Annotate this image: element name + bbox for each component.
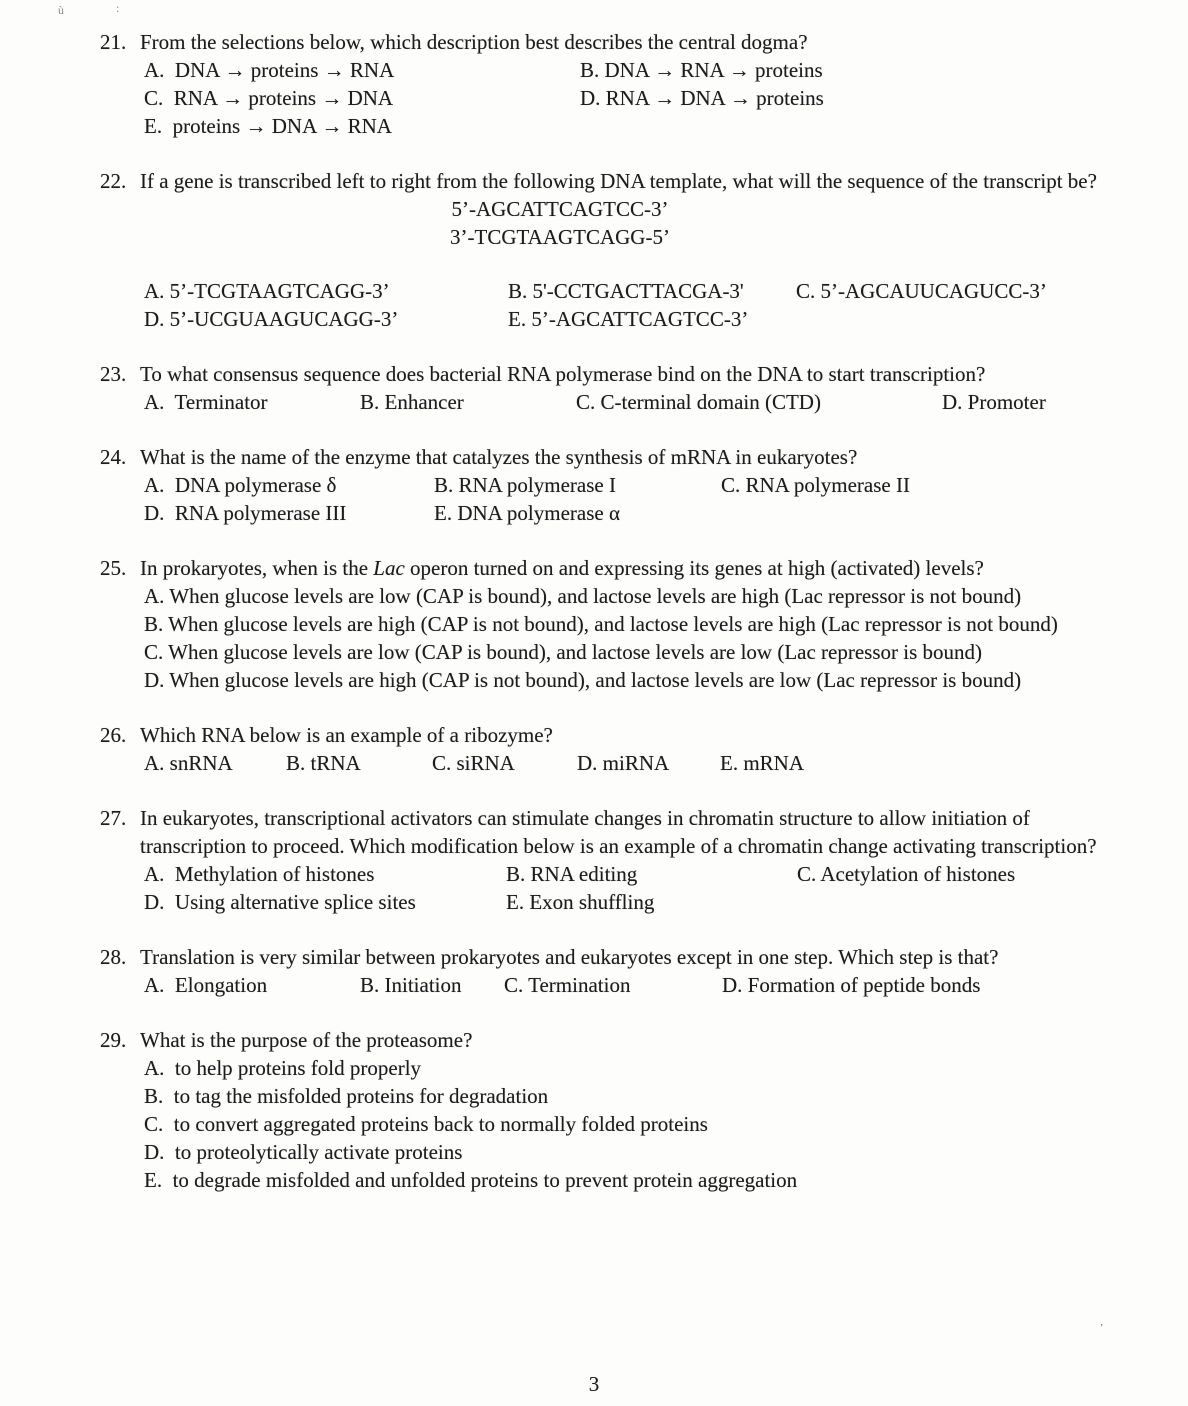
option: A. When glucose levels are low (CAP is bound), and lactose levels are high (Lac repressor is not bound) — [144, 584, 1022, 608]
option: D. to proteolytically activate proteins — [144, 1140, 463, 1164]
dna-sequence-line: 5’-AGCATTCAGTCC-3’ — [451, 197, 669, 221]
option: A. Methylation of histones — [144, 862, 375, 886]
question-text: In eukaryotes, transcriptional activators can stimulate changes in chromatin structure to allow initiation of transcription to proceed. Which modification below is an example of a chromatin change activating transcription? — [140, 806, 1097, 858]
question-text: From the selections below, which description best describes the central dogma? — [140, 30, 808, 54]
question-27 — [100, 804, 1133, 916]
question-text-part: operon turned on and expressing its genes at high (activated) levels? — [404, 556, 984, 580]
option: D. When glucose levels are high (CAP is not bound), and lactose levels are low (Lac repressor is bound) — [144, 668, 1022, 692]
option: A. Terminator — [144, 390, 268, 414]
question-number: 29. — [100, 1028, 127, 1052]
question-26 — [100, 721, 1133, 777]
option: D. Using alternative splice sites — [144, 890, 416, 914]
question-number: 27. — [100, 806, 127, 830]
dna-sequence-line: 3’-TCGTAAGTCAGG-5’ — [450, 225, 670, 249]
scan-speck: : — [116, 1, 120, 15]
question-number: 28. — [100, 945, 127, 969]
option: B. RNA editing — [506, 862, 638, 886]
page-number: 3 — [588, 1372, 600, 1396]
scan-speck: ’ — [1100, 1323, 1104, 1334]
question-number: 22. — [100, 169, 127, 193]
option: C. RNA → proteins → DNA — [144, 86, 394, 110]
option: C. RNA polymerase II — [721, 473, 910, 497]
option: C. Termination — [504, 973, 631, 997]
question-21 — [100, 28, 1133, 140]
option: A. snRNA — [144, 751, 233, 775]
question-text: What is the name of the enzyme that catalyzes the synthesis of mRNA in eukaryotes? — [140, 445, 858, 469]
option: B. When glucose levels are high (CAP is not bound), and lactose levels are high (Lac repressor is not bound) — [144, 612, 1058, 636]
question-22 — [100, 167, 1133, 333]
option: C. Acetylation of histones — [797, 862, 1016, 886]
option: C. C-terminal domain (CTD) — [576, 390, 821, 414]
option: D. 5’-UCGUAAGUCAGG-3’ — [144, 307, 399, 331]
option: A. Elongation — [144, 973, 268, 997]
option: B. to tag the misfolded proteins for degradation — [144, 1084, 549, 1108]
question-number: 26. — [100, 723, 127, 747]
option: B. 5'-CCTGACTTACGA-3' — [508, 279, 744, 303]
question-text: Which RNA below is an example of a ribozyme? — [140, 723, 553, 747]
option: D. RNA → DNA → proteins — [580, 86, 824, 110]
dna-template — [140, 195, 980, 251]
question-23 — [100, 360, 1133, 416]
question-24 — [100, 443, 1133, 527]
question-text-italic: Lac — [373, 556, 405, 580]
question-number: 24. — [100, 445, 127, 469]
option: D. miRNA — [577, 751, 670, 775]
option: B. tRNA — [286, 751, 361, 775]
question-text: To what consensus sequence does bacterial RNA polymerase bind on the DNA to start transcription? — [140, 362, 986, 386]
option: C. 5’-AGCAUUCAGUCC-3’ — [796, 279, 1047, 303]
option: E. Exon shuffling — [506, 890, 655, 914]
question-28 — [100, 943, 1133, 999]
option: D. Promoter — [942, 390, 1046, 414]
question-text: What is the purpose of the proteasome? — [140, 1028, 473, 1052]
option: A. DNA polymerase δ — [144, 473, 337, 497]
option: D. Formation of peptide bonds — [722, 973, 981, 997]
option: A. 5’-TCGTAAGTCAGG-3’ — [144, 279, 390, 303]
option: A. to help proteins fold properly — [144, 1056, 422, 1080]
option: A. DNA → proteins → RNA — [144, 58, 395, 82]
option: E. 5’-AGCATTCAGTCC-3’ — [508, 307, 749, 331]
question-text-part: In prokaryotes, when is the — [140, 556, 374, 580]
question-text: Translation is very similar between prokaryotes and eukaryotes except in one step. Which step is that? — [140, 945, 999, 969]
option: D. RNA polymerase III — [144, 501, 347, 525]
scan-speck: ù — [58, 3, 64, 17]
question-list — [100, 28, 1133, 1221]
question-29 — [100, 1026, 1133, 1194]
question-text — [140, 554, 1133, 582]
option: C. to convert aggregated proteins back to normally folded proteins — [144, 1112, 708, 1136]
option: C. siRNA — [432, 751, 515, 775]
option: B. RNA polymerase I — [434, 473, 616, 497]
option: C. When glucose levels are low (CAP is bound), and lactose levels are low (Lac repressor is bound) — [144, 640, 983, 664]
option: E. DNA polymerase α — [434, 501, 620, 525]
question-number: 21. — [100, 30, 127, 54]
option: E. mRNA — [720, 751, 804, 775]
question-text: If a gene is transcribed left to right from the following DNA template, what will the sequence of the transcript be? — [140, 169, 1097, 193]
option: B. DNA → RNA → proteins — [580, 58, 823, 82]
question-number: 25. — [100, 556, 127, 580]
option: B. Enhancer — [360, 390, 464, 414]
option: E. to degrade misfolded and unfolded proteins to prevent protein aggregation — [144, 1168, 798, 1192]
option: B. Initiation — [360, 973, 462, 997]
question-25 — [100, 554, 1133, 694]
option: E. proteins → DNA → RNA — [144, 114, 392, 138]
question-number: 23. — [100, 362, 127, 386]
